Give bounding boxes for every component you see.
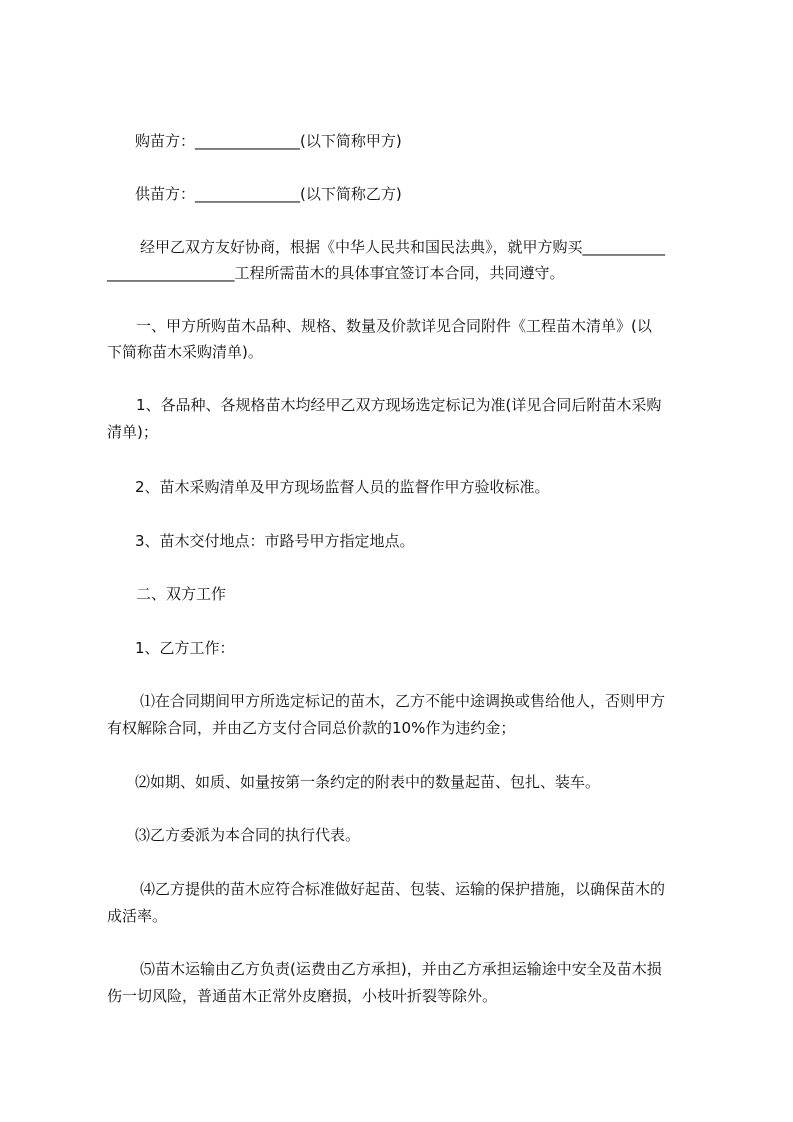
clause-2-1-3-text: ⑶乙方委派为本合同的执行代表。 (135, 826, 361, 844)
clause-1-text-1: 一、甲方所购苗木品种、规格、数量及价款详见合同附件《工程苗木清单》(以 (136, 317, 652, 335)
clause-1-2-line (0, 473, 793, 501)
clause-1-1-text-2: 清单)； (107, 423, 158, 441)
clause-2-1-1-line-2 (0, 714, 793, 742)
buyer-text: 购苗方：______________(以下简称甲方) (135, 132, 402, 150)
clause-1-3-text: 3、苗木交付地点：市路号甲方指定地点。 (135, 532, 415, 550)
clause-2-1-3-line (0, 821, 793, 849)
clause-2-1-1-text-2: 有权解除合同，并由乙方支付合同总价款的10%作为违约金； (107, 719, 516, 737)
clause-1-text-2: 下简称苗木采购清单)。 (107, 343, 263, 361)
intro-text-2: _________________工程所需苗木的具体事宜签订本合同，共同遵守。 (107, 264, 565, 282)
intro-text-1: 经甲乙双方友好协商，根据《中华人民共和国民法典》，就甲方购买___________ (140, 238, 666, 256)
supplier-text: 供苗方：______________(以下简称乙方) (135, 185, 402, 203)
clause-2-1-heading-text: 1、乙方工作： (135, 639, 235, 657)
clause-1-3-line (0, 527, 793, 555)
clause-2-1-5-line-1 (0, 955, 793, 983)
clause-2-1-4-text-2: 成活率。 (107, 907, 168, 925)
section-2-heading (0, 580, 793, 608)
clause-2-1-1-text-1: ⑴在合同期间甲方所选定标记的苗木，乙方不能中途调换或售给他人，否则甲方 (140, 692, 666, 710)
clause-2-1-1-line-1 (0, 687, 793, 715)
clause-2-1-4-line-2 (0, 902, 793, 930)
clause-2-1-heading (0, 634, 793, 662)
intro-line-1 (0, 233, 793, 261)
clause-1-1-text-1: 1、各品种、各规格苗木均经甲乙双方现场选定标记为准(详见合同后附苗木采购 (136, 396, 662, 414)
clause-1-line-1 (0, 312, 793, 340)
supplier-line (0, 180, 793, 208)
clause-2-1-4-text-1: ⑷乙方提供的苗木应符合标准做好起苗、包装、运输的保护措施，以确保苗木的 (140, 880, 666, 898)
buyer-line (0, 127, 793, 155)
clause-2-1-2-line (0, 768, 793, 796)
clause-2-1-5-text-1: ⑸苗木运输由乙方负责(运费由乙方承担)，并由乙方承担运输途中安全及苗木损 (140, 960, 662, 978)
clause-2-1-5-text-2: 伤一切风险，普通苗木正常外皮磨损，小枝叶折裂等除外。 (107, 987, 498, 1005)
clause-1-2-text: 2、苗木采购清单及甲方现场监督人员的监督作甲方验收标准。 (135, 478, 550, 496)
clause-2-1-5-line-2 (0, 982, 793, 1010)
clause-2-1-4-line-1 (0, 875, 793, 903)
clause-1-1-line-2 (0, 418, 793, 446)
intro-line-2 (0, 259, 793, 287)
clause-1-1-line-1 (0, 391, 793, 419)
clause-2-1-2-text: ⑵如期、如质、如量按第一条约定的附表中的数量起苗、包扎、装车。 (135, 773, 601, 791)
clause-1-line-2 (0, 338, 793, 366)
section-2-heading-text: 二、双方工作 (136, 585, 227, 603)
